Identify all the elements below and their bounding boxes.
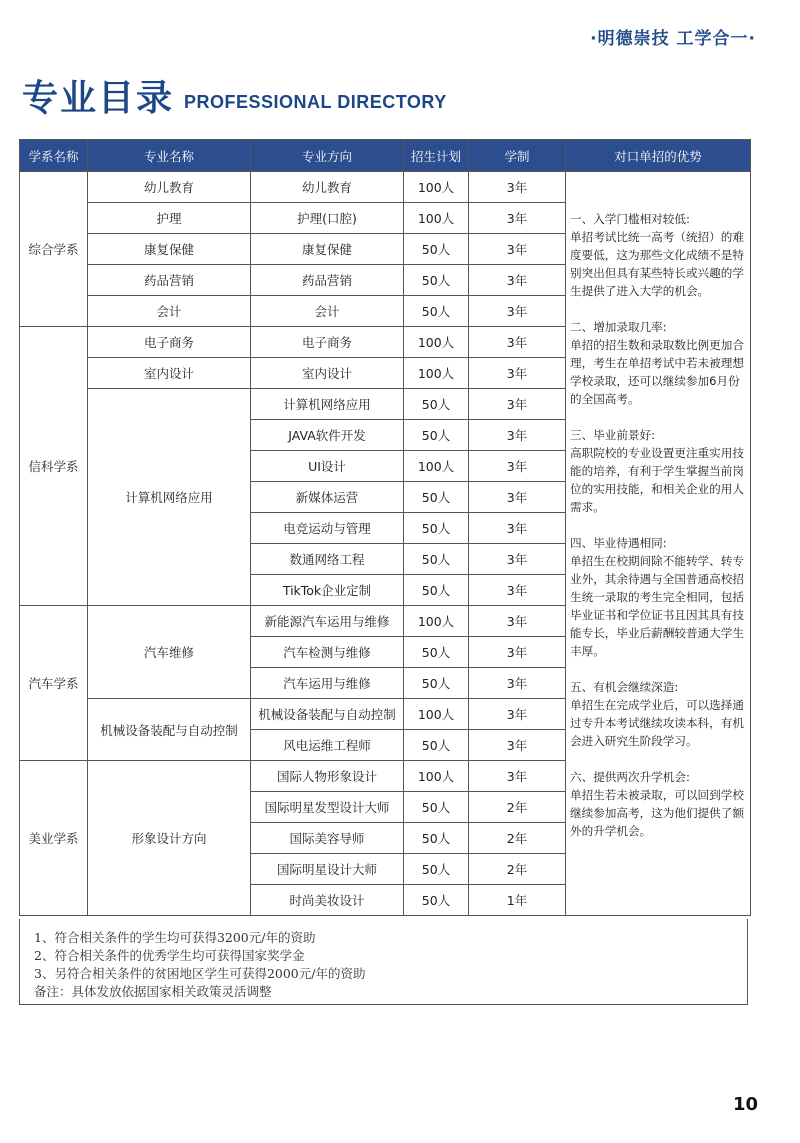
advantage-line: 度要低，这为那些文化成绩不是特 — [570, 248, 744, 262]
advantage-line: 单招生在完成学业后，可以选择通 — [570, 698, 744, 712]
years-cell: 3年 — [469, 575, 566, 606]
plan-cell: 50人 — [404, 668, 469, 699]
plan-cell: 100人 — [404, 327, 469, 358]
direction-cell: 机械设备装配与自动控制 — [251, 699, 404, 730]
advantage-title: 四、毕业待遇相同: — [570, 536, 667, 550]
plan-cell: 50人 — [404, 854, 469, 885]
advantage-line: 单招考试比统一高考（统招）的难 — [570, 230, 744, 244]
years-cell: 3年 — [469, 420, 566, 451]
col-header-major: 专业名称 — [88, 140, 251, 172]
plan-cell: 100人 — [404, 172, 469, 203]
advantage-line: 丰厚。 — [570, 644, 605, 658]
advantage-section — [570, 210, 746, 300]
years-cell: 2年 — [469, 792, 566, 823]
advantage-line: 单招生在校期间除不能转学、转专 — [570, 554, 744, 568]
header-slogan: ·明德崇技 工学合一· — [590, 29, 756, 49]
col-header-advantages: 对口单招的优势 — [566, 140, 751, 172]
major-cell: 会计 — [88, 296, 251, 327]
advantage-line: 能专长，毕业后薪酬较普通大学生 — [570, 626, 744, 640]
directory-table — [19, 139, 751, 916]
direction-cell: JAVA软件开发 — [251, 420, 404, 451]
major-cell: 药品营销 — [88, 265, 251, 296]
years-cell: 2年 — [469, 854, 566, 885]
years-cell: 3年 — [469, 606, 566, 637]
direction-cell: 时尚美妆设计 — [251, 885, 404, 916]
major-cell: 康复保健 — [88, 234, 251, 265]
advantages-cell — [566, 172, 751, 916]
advantage-section — [570, 534, 746, 660]
direction-cell: 国际美容导师 — [251, 823, 404, 854]
direction-cell: 电竞运动与管理 — [251, 513, 404, 544]
advantage-line: 能的培养，有利于学生掌握当前岗 — [570, 464, 744, 478]
plan-cell: 50人 — [404, 389, 469, 420]
advantage-line: 单招的招生数和录取数比例更加合 — [570, 338, 744, 352]
plan-cell: 100人 — [404, 699, 469, 730]
major-cell: 计算机网络应用 — [88, 389, 251, 606]
col-header-plan: 招生计划 — [404, 140, 469, 172]
direction-cell: 新媒体运营 — [251, 482, 404, 513]
advantage-line: 高职院校的专业设置更注重实用技 — [570, 446, 744, 460]
advantage-title: 一、入学门槛相对较低: — [570, 212, 690, 226]
advantage-title: 三、毕业前景好: — [570, 428, 656, 442]
years-cell: 3年 — [469, 668, 566, 699]
years-cell: 3年 — [469, 203, 566, 234]
dept-cell: 美业学系 — [20, 761, 88, 916]
advantage-line: 需求。 — [570, 500, 605, 514]
advantage-line: 会进入研究生阶段学习。 — [570, 734, 698, 748]
direction-cell: 药品营销 — [251, 265, 404, 296]
note-line: 2、符合相关条件的优秀学生均可获得国家奖学金 — [34, 948, 305, 963]
direction-cell: 会计 — [251, 296, 404, 327]
plan-cell: 50人 — [404, 637, 469, 668]
dept-cell: 信科学系 — [20, 327, 88, 606]
plan-cell: 50人 — [404, 575, 469, 606]
table-row — [20, 172, 751, 203]
years-cell: 3年 — [469, 637, 566, 668]
direction-cell: 电子商务 — [251, 327, 404, 358]
years-cell: 3年 — [469, 389, 566, 420]
col-header-dept: 学系名称 — [20, 140, 88, 172]
direction-cell: 室内设计 — [251, 358, 404, 389]
plan-cell: 50人 — [404, 513, 469, 544]
advantage-line: 理，考生在单招考试中若未被理想 — [570, 356, 744, 370]
note-line: 3、另符合相关条件的贫困地区学生可获得2000元/年的资助 — [34, 966, 366, 981]
plan-cell: 100人 — [404, 451, 469, 482]
advantage-line: 毕业证书和学位证书且因其具有技 — [570, 608, 744, 622]
plan-cell: 50人 — [404, 420, 469, 451]
major-cell: 电子商务 — [88, 327, 251, 358]
advantage-section — [570, 426, 746, 516]
direction-cell: 风电运维工程师 — [251, 730, 404, 761]
major-cell: 护理 — [88, 203, 251, 234]
advantage-line: 位的实用技能，和相关企业的用人 — [570, 482, 744, 496]
advantage-section — [570, 678, 746, 750]
years-cell: 3年 — [469, 730, 566, 761]
direction-cell: 汽车检测与维修 — [251, 637, 404, 668]
direction-cell: 国际明星发型设计大师 — [251, 792, 404, 823]
plan-cell: 50人 — [404, 823, 469, 854]
major-cell: 汽车维修 — [88, 606, 251, 699]
advantage-line: 过专升本考试继续攻读本科，有机 — [570, 716, 744, 730]
years-cell: 3年 — [469, 172, 566, 203]
advantage-line: 生提供了进入大学的机会。 — [570, 284, 710, 298]
direction-cell: 国际明星设计大师 — [251, 854, 404, 885]
plan-cell: 50人 — [404, 296, 469, 327]
page-title: 专业目录 — [22, 78, 175, 119]
years-cell: 3年 — [469, 513, 566, 544]
years-cell: 3年 — [469, 451, 566, 482]
direction-cell: 幼儿教育 — [251, 172, 404, 203]
advantage-title: 六、提供两次升学机会: — [570, 770, 690, 784]
advantage-line: 学校录取，还可以继续参加6月份 — [570, 374, 740, 388]
page-number: 10 — [732, 1094, 758, 1115]
major-cell: 机械设备装配与自动控制 — [88, 699, 251, 761]
direction-cell: TikTok企业定制 — [251, 575, 404, 606]
note-line: 备注：具体发放依据国家相关政策灵活调整 — [34, 984, 272, 999]
advantage-section — [570, 318, 746, 408]
advantage-line: 的全国高考。 — [570, 392, 640, 406]
direction-cell: UI设计 — [251, 451, 404, 482]
col-header-direction: 专业方向 — [251, 140, 404, 172]
plan-cell: 50人 — [404, 265, 469, 296]
dept-cell: 综合学系 — [20, 172, 88, 327]
advantage-title: 二、增加录取几率: — [570, 320, 667, 334]
advantage-line: 单招生若未被录取，可以回到学校 — [570, 788, 744, 802]
advantage-section — [570, 768, 746, 840]
advantage-line: 生统一录取的考生完全相同，包括 — [570, 590, 744, 604]
plan-cell: 50人 — [404, 792, 469, 823]
direction-cell: 国际人物形象设计 — [251, 761, 404, 792]
direction-cell: 汽车运用与维修 — [251, 668, 404, 699]
direction-cell: 数通网络工程 — [251, 544, 404, 575]
years-cell: 3年 — [469, 265, 566, 296]
col-header-years: 学制 — [469, 140, 566, 172]
dept-cell: 汽车学系 — [20, 606, 88, 761]
years-cell: 3年 — [469, 358, 566, 389]
years-cell: 3年 — [469, 544, 566, 575]
plan-cell: 50人 — [404, 544, 469, 575]
years-cell: 3年 — [469, 327, 566, 358]
direction-cell: 新能源汽车运用与维修 — [251, 606, 404, 637]
advantage-title: 五、有机会继续深造: — [570, 680, 679, 694]
advantage-line: 继续参加高考，这为他们提供了额 — [570, 806, 744, 820]
plan-cell: 50人 — [404, 885, 469, 916]
plan-cell: 100人 — [404, 203, 469, 234]
direction-cell: 计算机网络应用 — [251, 389, 404, 420]
major-cell: 幼儿教育 — [88, 172, 251, 203]
table-header-row — [20, 140, 751, 172]
plan-cell: 100人 — [404, 606, 469, 637]
advantage-line: 外的升学机会。 — [570, 824, 652, 838]
years-cell: 3年 — [469, 296, 566, 327]
years-cell: 1年 — [469, 885, 566, 916]
years-cell: 2年 — [469, 823, 566, 854]
advantage-line: 别突出但具有某些特长或兴趣的学 — [570, 266, 744, 280]
advantage-line: 业外，其余待遇与全国普通高校招 — [570, 572, 744, 586]
direction-cell: 康复保健 — [251, 234, 404, 265]
plan-cell: 100人 — [404, 358, 469, 389]
direction-cell: 护理(口腔) — [251, 203, 404, 234]
major-cell: 形象设计方向 — [88, 761, 251, 916]
years-cell: 3年 — [469, 699, 566, 730]
note-line: 1、符合相关条件的学生均可获得3200元/年的资助 — [34, 930, 316, 945]
plan-cell: 50人 — [404, 730, 469, 761]
plan-cell: 50人 — [404, 482, 469, 513]
years-cell: 3年 — [469, 761, 566, 792]
years-cell: 3年 — [469, 482, 566, 513]
notes-box — [19, 919, 748, 1005]
plan-cell: 100人 — [404, 761, 469, 792]
page-title-english: PROFESSIONAL DIRECTORY — [184, 92, 447, 112]
plan-cell: 50人 — [404, 234, 469, 265]
years-cell: 3年 — [469, 234, 566, 265]
major-cell: 室内设计 — [88, 358, 251, 389]
